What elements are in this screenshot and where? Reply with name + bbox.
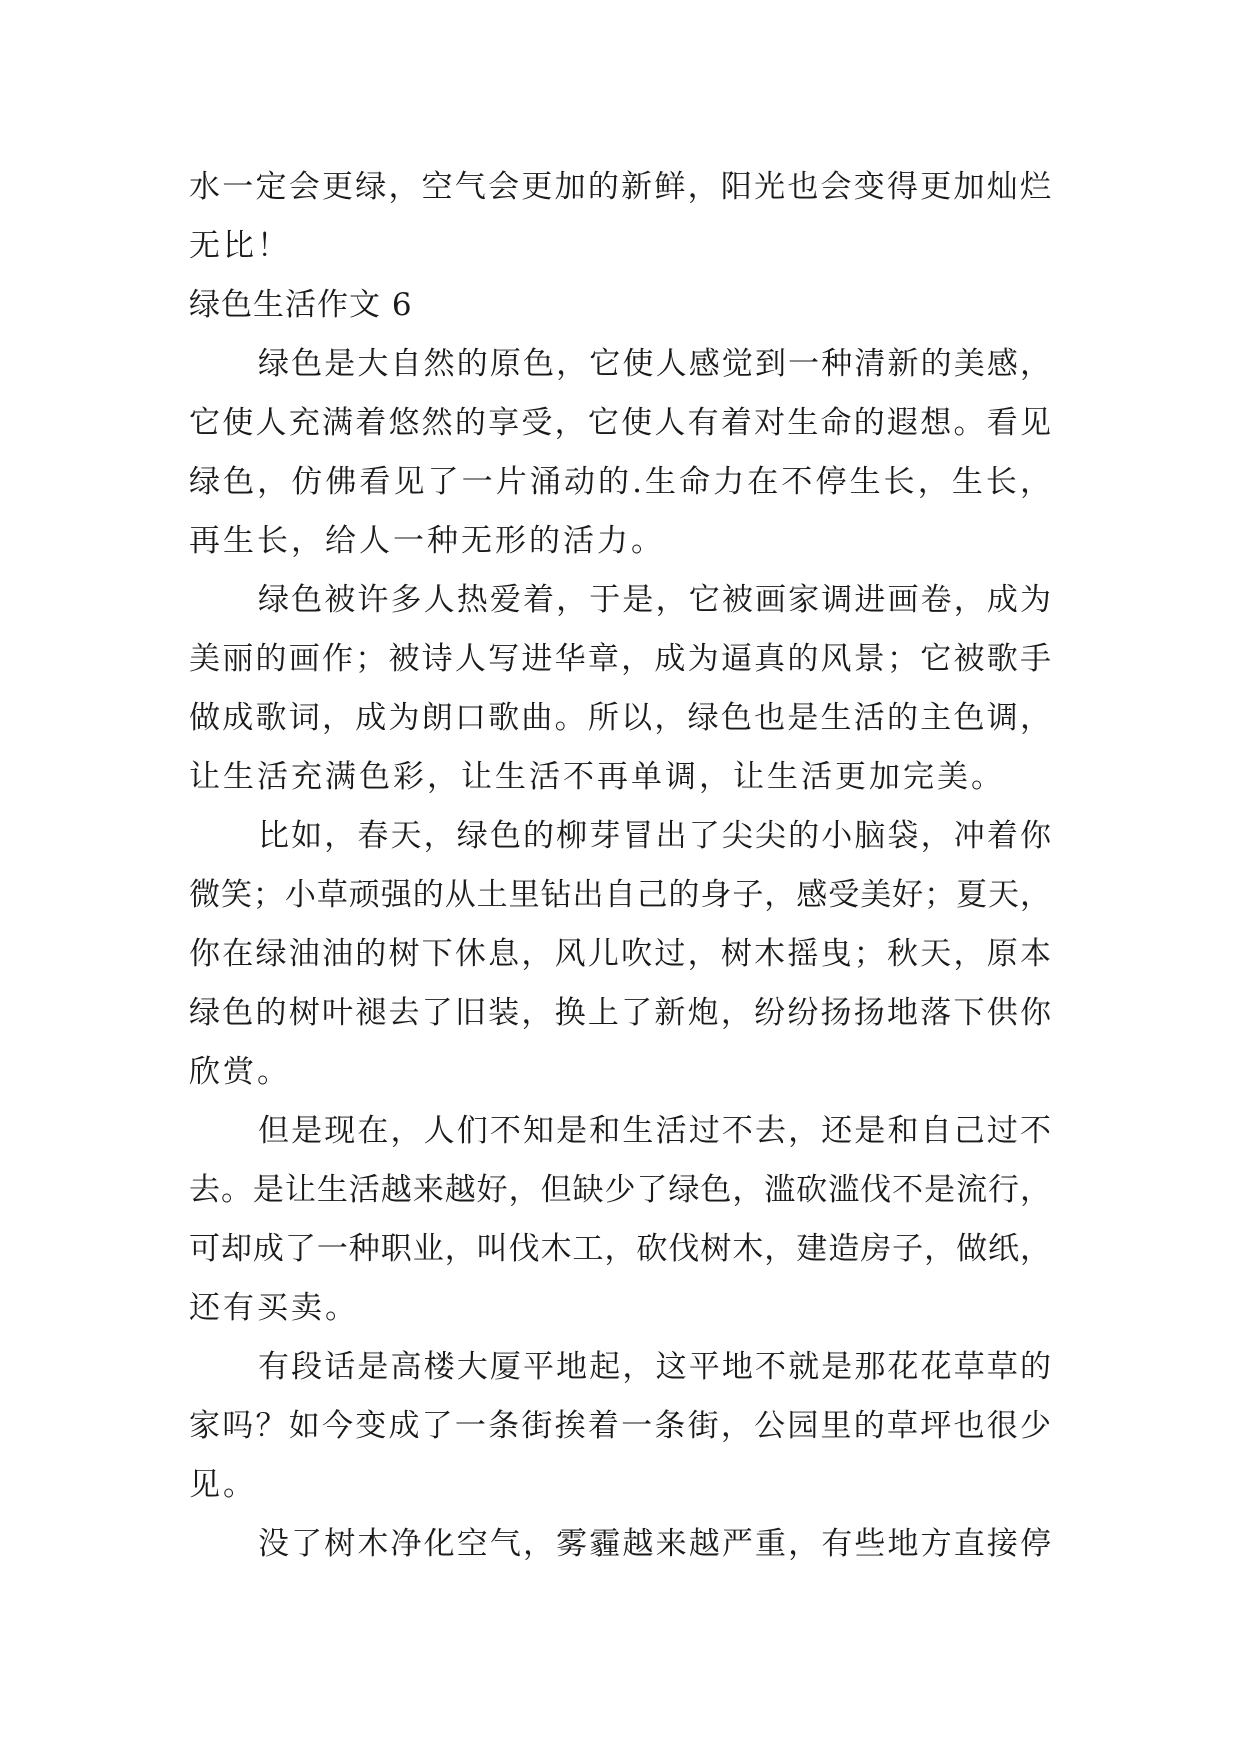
text-line: 你在绿油油的树下休息，风儿吹过，树木摇曳；秋天，原本 [189, 936, 1051, 972]
paragraph-first-line: 有段话是高楼大厦平地起，这平地不就是那花花草草的 [258, 1349, 1051, 1385]
text-line: 见。 [189, 1467, 257, 1503]
text-line: 美丽的画作；被诗人写进华章，成为逼真的风景；它被歌手 [189, 641, 1051, 677]
paragraph-first-line: 比如，春天，绿色的柳芽冒出了尖尖的小脑袋，冲着你 [258, 818, 1051, 854]
section-title: 绿色生活作文 6 [189, 287, 413, 323]
text-line: 它使人充满着悠然的享受，它使人有着对生命的遐想。看见 [189, 405, 1051, 441]
document-page [189, 158, 1051, 1574]
text-line: 微笑；小草顽强的从土里钻出自己的身子，感受美好；夏天， [189, 877, 1051, 913]
text-line: 家吗？如今变成了一条街挨着一条街，公园里的草坪也很少 [189, 1408, 1051, 1444]
text-line: 欣赏。 [189, 1054, 291, 1090]
paragraph-first-line: 没了树木净化空气，雾霾越来越严重，有些地方直接停 [258, 1526, 1051, 1562]
text-line: 做成歌词，成为朗口歌曲。所以，绿色也是生活的主色调， [189, 700, 1051, 736]
text-line: 让生活充满色彩，让生活不再单调，让生活更加完美。 [189, 759, 1005, 795]
text-line: 无比！ [189, 228, 291, 264]
text-line: 可却成了一种职业，叫伐木工，砍伐树木，建造房子，做纸， [189, 1231, 1051, 1267]
text-line: 绿色，仿佛看见了一片涌动的.生命力在不停生长，生长， [189, 464, 1051, 500]
text-line: 还有买卖。 [189, 1290, 359, 1326]
text-line: 水一定会更绿，空气会更加的新鲜，阳光也会变得更加灿烂 [189, 169, 1051, 205]
paragraph-first-line: 绿色被许多人热爱着，于是，它被画家调进画卷，成为 [258, 582, 1051, 618]
paragraph-first-line: 但是现在，人们不知是和生活过不去，还是和自己过不 [258, 1113, 1051, 1149]
text-line: 再生长，给人一种无形的活力。 [189, 523, 665, 559]
text-line: 去。是让生活越来越好，但缺少了绿色，滥砍滥伐不是流行， [189, 1172, 1051, 1208]
paragraph-first-line: 绿色是大自然的原色，它使人感觉到一种清新的美感， [258, 346, 1051, 382]
text-line: 绿色的树叶褪去了旧装，换上了新炮，纷纷扬扬地落下供你 [189, 995, 1051, 1031]
